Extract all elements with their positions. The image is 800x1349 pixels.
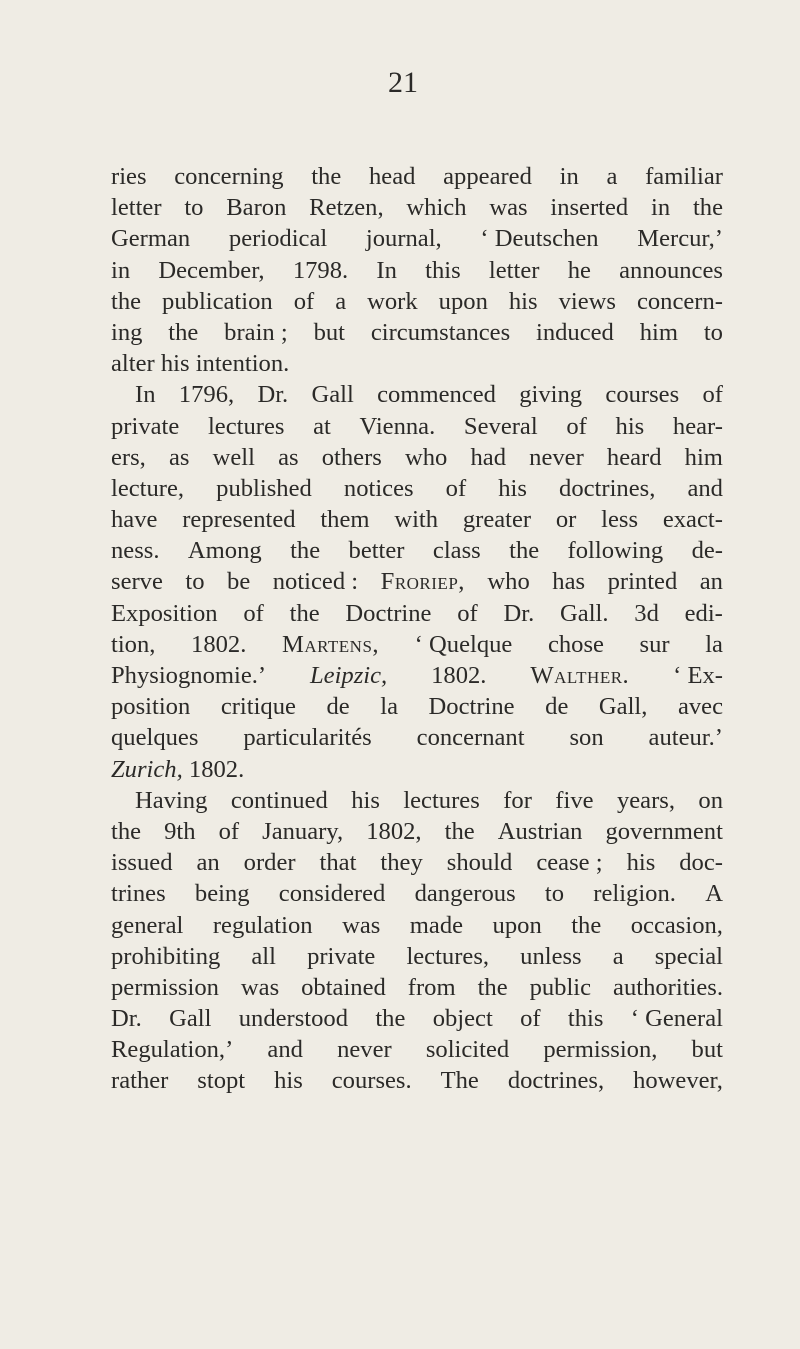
word: A <box>705 880 723 908</box>
word: Dr. <box>503 599 535 627</box>
word: made <box>409 911 464 939</box>
word: Exposition <box>111 599 218 627</box>
word: government <box>605 817 723 845</box>
word: inserted <box>550 194 629 222</box>
text-line <box>111 286 723 317</box>
word: doc- <box>679 849 723 877</box>
word: General <box>645 1005 723 1033</box>
word: his <box>626 849 656 877</box>
text-line <box>111 535 723 566</box>
word: special <box>654 942 723 970</box>
word: published <box>216 474 312 502</box>
word: on <box>698 786 723 814</box>
word: the <box>692 194 723 222</box>
word: should <box>446 849 513 877</box>
word: as <box>168 443 190 471</box>
word: head <box>368 163 416 190</box>
word: 3d <box>634 599 659 627</box>
word: the <box>444 817 475 845</box>
word: auteur.’ <box>648 724 723 752</box>
word: permission <box>111 973 219 1001</box>
word: Physiognomie.’ <box>111 662 267 689</box>
text-line <box>111 411 723 442</box>
word: them <box>320 506 370 534</box>
text-line <box>111 473 723 504</box>
word: courses. <box>331 1067 412 1095</box>
word: of <box>293 287 315 315</box>
word: alter <box>111 350 155 378</box>
word: less <box>601 506 639 534</box>
word: ing <box>111 318 143 346</box>
word: de <box>545 693 569 721</box>
word: chose <box>547 630 604 658</box>
word: in <box>111 256 131 284</box>
text-line <box>111 816 723 847</box>
word: his <box>508 287 538 315</box>
word: January, <box>262 817 344 845</box>
word: views <box>558 287 616 315</box>
word: in <box>559 163 579 190</box>
word: the <box>290 537 321 565</box>
word: with <box>394 506 439 534</box>
text-line <box>111 566 723 597</box>
word: circumstances <box>370 318 511 346</box>
word: ries <box>111 163 147 190</box>
word: 1802. <box>188 755 245 783</box>
text-line <box>111 691 723 722</box>
word: being <box>194 880 250 908</box>
word: giving <box>519 381 583 409</box>
word: this <box>425 256 461 284</box>
word: sur <box>639 630 670 658</box>
word: trines <box>111 880 166 908</box>
word: the <box>571 911 602 939</box>
word: the <box>509 537 540 565</box>
word: Retzen, <box>309 194 384 222</box>
word: quelques <box>111 724 199 752</box>
word: particularités <box>243 724 372 752</box>
word: ‘ <box>673 662 682 689</box>
word: concern- <box>636 287 723 315</box>
word: for <box>503 786 532 814</box>
word: a <box>612 942 624 970</box>
word: he <box>567 256 591 284</box>
word: of <box>457 599 478 627</box>
word: Walther. <box>530 662 630 689</box>
word: Zurich, <box>111 755 183 783</box>
word: of <box>218 817 240 845</box>
word: considered <box>278 880 386 908</box>
word: from <box>407 973 456 1001</box>
word: brain <box>224 318 275 346</box>
word: had <box>470 443 506 471</box>
word: position <box>111 693 191 721</box>
word: letter <box>488 256 540 284</box>
word: this <box>567 1005 604 1033</box>
word: issued <box>111 849 173 877</box>
word: ‘ <box>480 225 489 253</box>
text-line <box>111 504 723 535</box>
word: understood <box>238 1005 349 1033</box>
word: his <box>351 786 380 814</box>
word: letter <box>111 194 162 222</box>
word: his <box>274 1067 303 1095</box>
word: the <box>311 163 342 190</box>
word: his <box>615 412 645 440</box>
word: never <box>529 443 584 471</box>
word: the <box>111 817 142 845</box>
word: Gall. <box>560 599 609 627</box>
word: of <box>520 1005 541 1033</box>
word: upon <box>492 911 542 939</box>
word: Ex- <box>687 662 723 689</box>
text-line <box>111 910 723 941</box>
text-line <box>111 348 723 379</box>
word: courses <box>605 381 680 409</box>
word: Deutschen <box>494 225 599 253</box>
word: his <box>160 350 190 378</box>
word: concernant <box>416 724 525 752</box>
page-number: 21 <box>388 66 418 99</box>
word: however, <box>633 1067 723 1095</box>
word: appeared <box>443 163 532 190</box>
word: ness. <box>111 537 160 565</box>
word: the <box>111 287 142 315</box>
word: ‘ <box>414 630 423 658</box>
word: Dr. <box>111 1005 142 1033</box>
word: 1802. <box>431 662 487 689</box>
word: The <box>440 1067 479 1095</box>
text-line <box>111 972 723 1003</box>
text-line <box>111 317 723 348</box>
word: regulation <box>212 911 313 939</box>
word: Regulation,’ <box>111 1036 234 1064</box>
word: public <box>529 973 592 1001</box>
word: notices <box>343 474 414 502</box>
word: well <box>212 443 255 471</box>
word: critique <box>220 693 296 721</box>
word: work <box>367 287 418 315</box>
word: to <box>703 318 723 346</box>
word: to <box>544 880 565 908</box>
word: German <box>111 225 191 253</box>
word: obtained <box>301 973 386 1001</box>
word: Vienna. <box>359 412 436 440</box>
word: be <box>227 568 251 596</box>
word: of <box>445 474 467 502</box>
word: solicited <box>425 1036 510 1064</box>
word: In <box>376 256 397 284</box>
word: periodical <box>228 225 328 253</box>
word: Doctrine <box>345 599 432 627</box>
word: 1796, <box>178 381 235 409</box>
word: Martens, <box>281 630 380 658</box>
word: tion, <box>111 630 156 658</box>
word: serve <box>111 568 163 596</box>
word: class <box>432 537 481 565</box>
word: of <box>243 599 264 627</box>
word: hear- <box>672 412 723 440</box>
word: ‘ <box>630 1005 639 1033</box>
word: 1798. <box>292 256 349 284</box>
word: and <box>687 474 723 502</box>
word: the <box>289 599 320 627</box>
word: In <box>135 381 156 409</box>
word: him <box>684 443 723 471</box>
word: a <box>335 287 347 315</box>
word: cease <box>536 849 590 877</box>
word: in <box>651 194 671 222</box>
word: de <box>326 693 350 721</box>
word: an <box>196 849 220 877</box>
word: Baron <box>226 194 287 222</box>
text-line <box>111 442 723 473</box>
word: represented <box>182 506 296 534</box>
text-line <box>111 660 723 691</box>
word: years, <box>616 786 675 814</box>
text-line <box>111 722 723 753</box>
word: announces <box>619 256 723 284</box>
word: Austrian <box>497 817 583 845</box>
word: that <box>319 849 357 877</box>
word: others <box>321 443 382 471</box>
word: prohibiting <box>111 942 221 970</box>
word: was <box>240 973 280 1001</box>
word: ; <box>280 318 288 346</box>
word: or <box>555 506 577 534</box>
word: religion. <box>593 880 676 908</box>
word: induced <box>536 318 614 346</box>
word: noticed <box>272 568 346 596</box>
word: avec <box>677 693 723 721</box>
word: ers, <box>111 443 146 471</box>
word: all <box>251 942 276 970</box>
word: the <box>168 318 199 346</box>
word: la <box>380 693 398 721</box>
word: his <box>498 474 527 502</box>
word: who <box>487 568 530 596</box>
word: and <box>267 1036 303 1064</box>
text-line <box>111 598 723 629</box>
word: 1802, <box>366 817 422 845</box>
word: never <box>337 1036 392 1064</box>
text-line <box>111 1034 723 1065</box>
word: Gall, <box>598 693 648 721</box>
word: occasion, <box>630 911 723 939</box>
word: de- <box>691 537 723 565</box>
word: Several <box>463 412 538 440</box>
word: greater <box>462 506 532 534</box>
word: Leipzic, <box>310 662 388 689</box>
word: which <box>406 194 467 222</box>
word: unless <box>520 942 582 970</box>
text-line <box>111 785 723 816</box>
word: lectures <box>403 786 480 814</box>
word: order <box>243 849 296 877</box>
word: 1802. <box>191 630 247 658</box>
text-line <box>111 878 723 909</box>
word: lectures <box>207 412 285 440</box>
word: commenced <box>377 381 496 409</box>
word: Dr. <box>257 381 289 409</box>
word: authorities. <box>613 973 723 1001</box>
word: was <box>342 911 381 939</box>
word: a <box>606 163 618 190</box>
word: but <box>691 1036 723 1064</box>
word: journal, <box>365 225 442 253</box>
text-line <box>111 192 723 223</box>
word: familiar <box>645 163 723 190</box>
text-line <box>111 941 723 972</box>
word: the <box>375 1005 406 1033</box>
text-line <box>111 629 723 660</box>
word: at <box>313 412 331 440</box>
word: better <box>348 537 405 565</box>
word: lecture, <box>111 474 185 502</box>
word: object <box>432 1005 493 1033</box>
word: ; <box>595 849 603 877</box>
word: they <box>380 849 423 877</box>
word: the <box>477 973 508 1001</box>
word: of <box>566 412 587 440</box>
word: publication <box>162 287 273 315</box>
word: an <box>699 568 723 596</box>
word: son <box>569 724 604 752</box>
word: as <box>278 443 299 471</box>
word: concerning <box>174 163 284 190</box>
word: Froriep, <box>380 568 465 596</box>
word: doctrines, <box>507 1067 605 1095</box>
word: following <box>567 537 664 565</box>
word: who <box>404 443 448 471</box>
word: but <box>313 318 345 346</box>
word: general <box>111 911 184 939</box>
word: la <box>705 630 723 658</box>
word: December, <box>158 256 265 284</box>
word: has <box>552 568 586 596</box>
word: dangerous <box>414 880 516 908</box>
word: Gall <box>169 1005 212 1033</box>
word: Among <box>187 537 262 565</box>
word: him <box>639 318 678 346</box>
text-line <box>111 223 723 254</box>
word: Quelque <box>429 630 513 658</box>
text-line <box>111 754 723 785</box>
word: printed <box>607 568 678 596</box>
word: doctrines, <box>559 474 656 502</box>
word: have <box>111 506 158 534</box>
text-line <box>111 1065 723 1096</box>
word: Doctrine <box>428 693 515 721</box>
word: continued <box>230 786 328 814</box>
word: stopt <box>197 1067 246 1095</box>
word: exact- <box>662 506 723 534</box>
word: lectures, <box>406 942 490 970</box>
word: Mercur,’ <box>637 225 723 253</box>
text-line <box>111 847 723 878</box>
text-block <box>111 161 723 1097</box>
word: permission, <box>543 1036 658 1064</box>
word: 9th <box>164 817 196 845</box>
word: was <box>489 194 528 222</box>
word: edi- <box>684 599 723 627</box>
word: Gall <box>311 381 354 409</box>
text-line <box>111 1003 723 1034</box>
word: of <box>702 381 723 409</box>
word: upon <box>438 287 488 315</box>
word: heard <box>606 443 662 471</box>
text-line <box>111 161 723 192</box>
word: : <box>351 568 359 596</box>
word: Having <box>135 786 208 814</box>
word: five <box>555 786 594 814</box>
word: intention. <box>195 350 290 378</box>
word: to <box>185 568 205 596</box>
word: private <box>307 942 376 970</box>
text-line <box>111 255 723 286</box>
word: private <box>111 412 180 440</box>
text-line <box>111 379 723 410</box>
word: to <box>184 194 204 222</box>
word: rather <box>111 1067 169 1095</box>
